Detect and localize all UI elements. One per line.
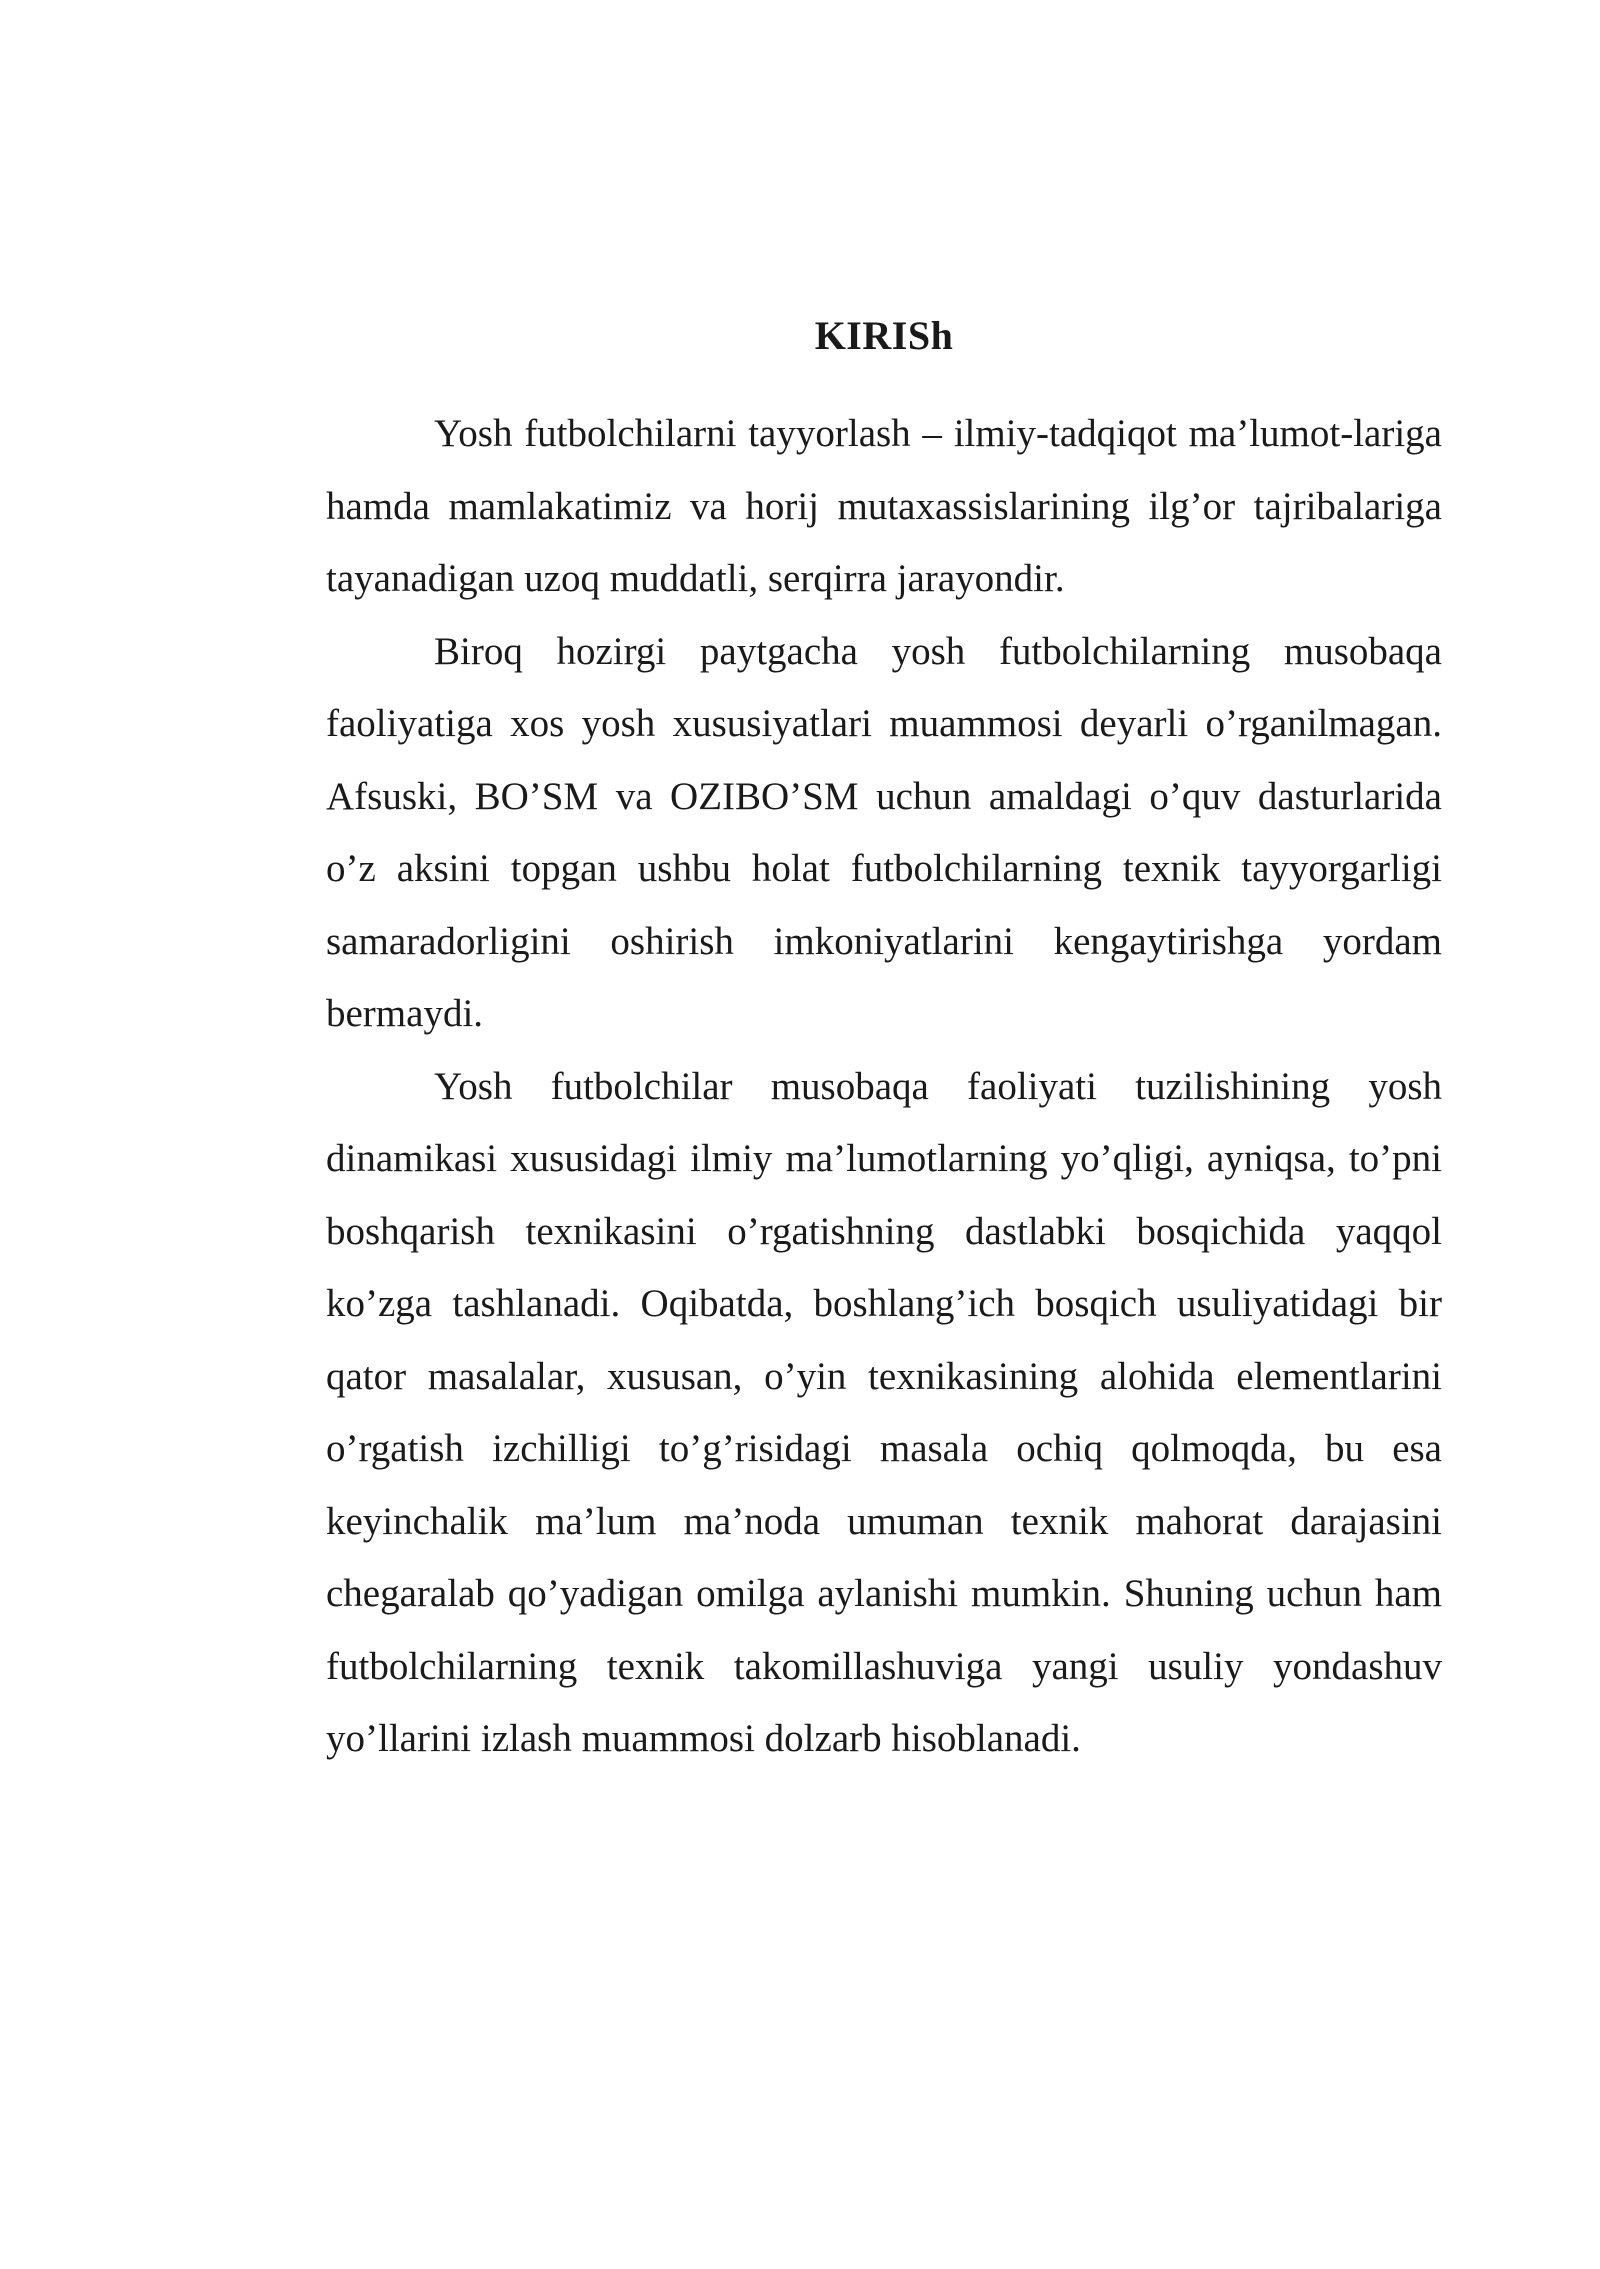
- paragraph-3: Yosh futbolchilar musobaqa faoliyati tuzilishining yosh dinamikasi xususidagi ilmiy ma’lumotlarning yo’qligi, ayniqsa, to’pni boshqarish texnikasini o’rgatishning dastlabki bosqichida yaqqol ko’zga tashlanadi. Oqibatda, boshlang’ich bosqich usuliyatidagi bir qator masalalar, xususan, o’yin texnikasining alohida elementlarini o’rgatish izchilligi to’g’risidagi masala ochiq qolmoqda, bu esa keyinchalik ma’lum ma’noda umuman texnik mahorat darajasini chegaralab qo’yadigan omilga aylanishi mumkin. Shuning uchun ham futbolchilarning texnik takomillashuviga yangi usuliy yondashuv yo’llarini izlash muammosi dolzarb hisoblanadi.: [326, 1064, 1442, 1760]
- page-content: [326, 300, 1442, 1776]
- paragraph-2: Biroq hozirgi paytgacha yosh futbolchilarning musobaqa faoliyatiga xos yosh xususiyatlari muammosi deyarli o’rganilmagan. Afsuski, BO’SM va OZIBO’SM uchun amaldagi o’quv dasturlarida o’z aksini topgan ushbu holat futbolchilarning texnik tayyorgarligi samaradorligini oshirish imkoniyatlarini kengaytirishga yordam bermaydi.: [326, 629, 1442, 1035]
- paragraph-1: Yosh futbolchilarni tayyorlash – ilmiy-tadqiqot ma’lumot-lariga hamda mamlakatimiz va horij mutaxassislarining ilg’or tajribalariga tayanadigan uzoq muddatli, serqirra jarayondir.: [326, 412, 1442, 600]
- section-title: KIRISh: [814, 313, 954, 358]
